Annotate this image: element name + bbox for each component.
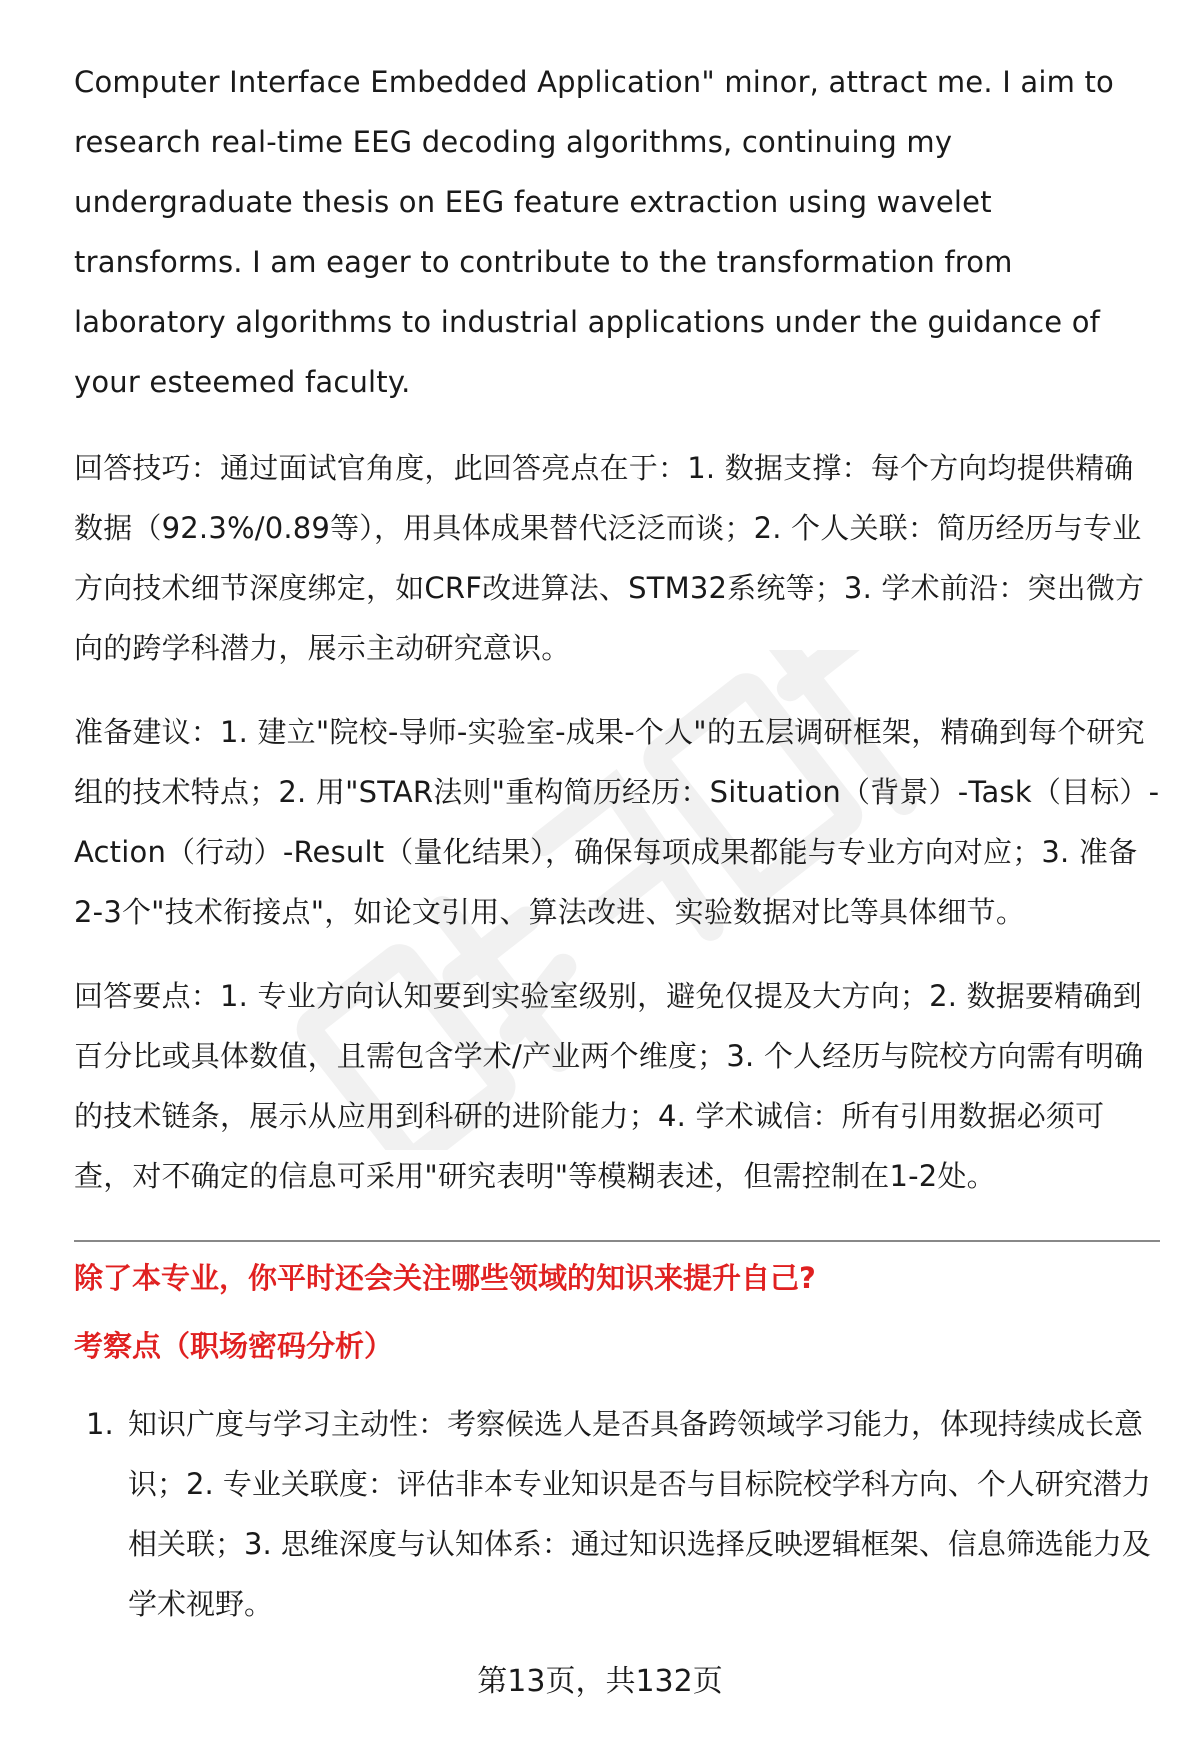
intro-paragraph: Computer Interface Embedded Application" minor, attract me. I aim to research real-time EEG decoding algorithms, continuing my undergraduate thesis on EEG feature extraction using wavelet transforms. I am eager to contribute to the transformation from laboratory algorithms to industrial applications under the guidance of your esteemed faculty. <box>74 65 1114 399</box>
list-item-text: 知识广度与学习主动性：考察候选人是否具备跨领域学习能力，体现持续成长意识；2. 专业关联度：评估非本专业知识是否与目标院校学科方向、个人研究潜力相关联；3. 思维深度与认知体系：通过知识选择反映逻辑框架、信息筛选能力及学术视野。 <box>128 1407 1151 1621</box>
page-content <box>74 52 1160 1634</box>
list-item <box>74 1394 1160 1634</box>
answer-tips-paragraph: 回答技巧：通过面试官角度，此回答亮点在于：1. 数据支撑：每个方向均提供精确数据（92.3%/0.89等），用具体成果替代泛泛而谈；2. 个人关联：简历经历与专业方向技术细节深度绑定，如CRF改进算法、STM32系统等；3. 学术前沿：突出微方向的跨学科潜力，展示主动研究意识。 <box>74 451 1145 665</box>
list-item-marker: 1. <box>86 1407 114 1441</box>
question-title: 除了本专业，你平时还会关注哪些领域的知识来提升自己? <box>74 1261 816 1295</box>
assessment-points-list <box>74 1394 1160 1634</box>
answer-key-points-paragraph: 回答要点：1. 专业方向认知要到实验室级别，避免仅提及大方向；2. 数据要精确到百分比或具体数值，且需包含学术/产业两个维度；3. 个人经历与院校方向需有明确的技术链条，展示从应用到科研的进阶能力；4. 学术诚信：所有引用数据必须可查，对不确定的信息可采用"研究表明"等模糊表述，但需控制在1-2处。 <box>74 979 1144 1193</box>
preparation-advice-paragraph: 准备建议：1. 建立"院校-导师-实验室-成果-个人"的五层调研框架，精确到每个研究组的技术特点；2. 用"STAR法则"重构简历经历：Situation（背景）-Task（目标）-Action（行动）-Result（量化结果），确保每项成果都能与专业方向对应；3. 准备2-3个"技术衔接点"，如论文引用、算法改进、实验数据对比等具体细节。 <box>74 715 1160 929</box>
page-number-footer: 第13页，共132页 <box>477 1664 723 1699</box>
section-divider <box>74 1240 1160 1242</box>
assessment-points-heading: 考察点（职场密码分析） <box>74 1329 394 1363</box>
